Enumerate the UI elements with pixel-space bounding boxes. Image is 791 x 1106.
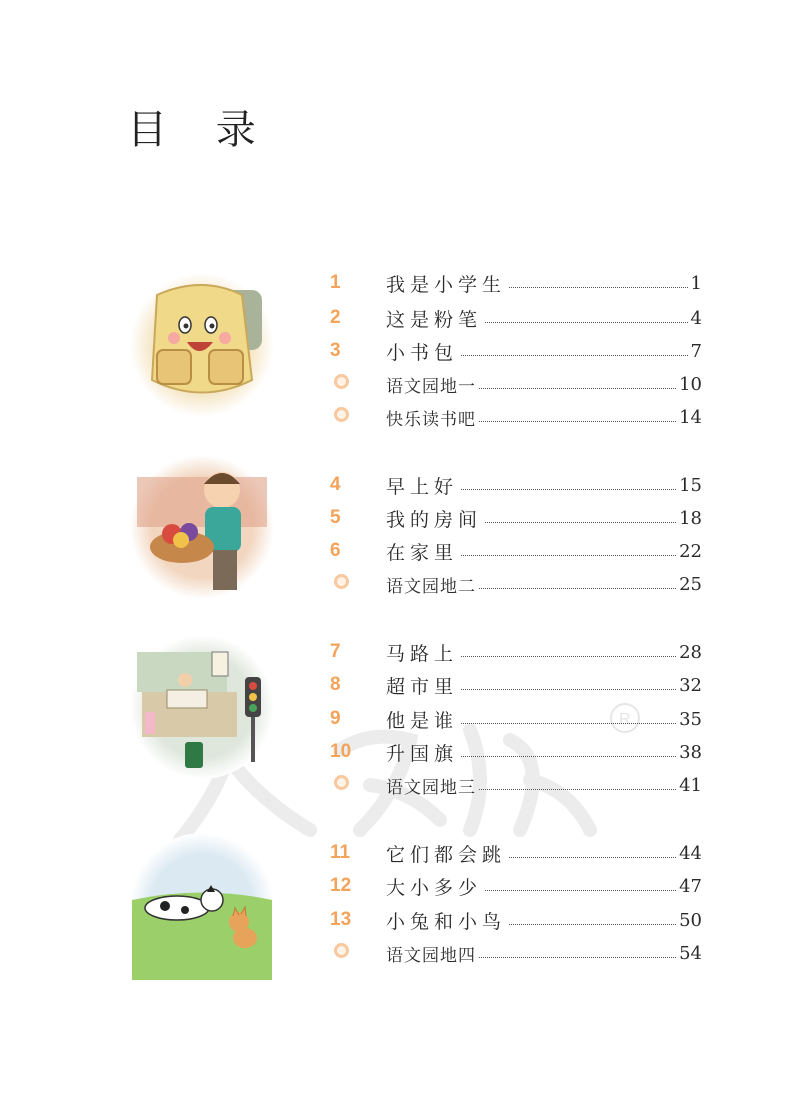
lesson-title: 马路上 — [386, 642, 459, 665]
page-number: 44 — [679, 842, 702, 864]
leader-dots — [461, 689, 676, 690]
backpack-character-icon — [127, 270, 277, 420]
lesson-row[interactable] — [330, 871, 702, 901]
bullet-circle-icon — [334, 374, 349, 389]
lesson-title: 语文园地一 — [386, 376, 476, 397]
lesson-number: 9 — [330, 708, 341, 729]
leader-dots — [509, 287, 688, 288]
lesson-row[interactable] — [330, 770, 702, 800]
lesson-title: 语文园地四 — [386, 945, 476, 966]
page-number: 38 — [679, 741, 702, 763]
page-number: 54 — [679, 942, 702, 964]
street-traffic-light-icon — [127, 632, 277, 782]
lesson-row[interactable] — [330, 369, 702, 399]
leader-dots — [479, 957, 676, 958]
lesson-title: 这是粉笔 — [386, 308, 483, 331]
lesson-number: 6 — [330, 540, 341, 561]
lesson-number: 10 — [330, 741, 352, 762]
page-number: 22 — [679, 540, 702, 562]
leader-dots — [461, 355, 688, 356]
lesson-row[interactable] — [330, 336, 702, 366]
page-number: 47 — [679, 875, 702, 897]
leader-dots — [461, 723, 676, 724]
lesson-title: 它们都会跳 — [386, 843, 507, 866]
lesson-title: 语文园地二 — [386, 576, 476, 597]
dog-and-cat-running-icon — [127, 830, 277, 980]
lesson-title: 在家里 — [386, 541, 459, 564]
leader-dots — [485, 522, 676, 523]
leader-dots — [461, 489, 676, 490]
bullet-circle-icon — [334, 574, 349, 589]
page-number: 28 — [679, 641, 702, 663]
lesson-row[interactable] — [330, 402, 702, 432]
lesson-number: 11 — [330, 842, 351, 863]
page-number: 50 — [679, 909, 702, 931]
leader-dots — [461, 555, 676, 556]
lesson-title: 我是小学生 — [386, 273, 507, 296]
lesson-title: 升国旗 — [386, 742, 459, 765]
lesson-row[interactable] — [330, 737, 702, 767]
lesson-title: 他是谁 — [386, 709, 459, 732]
lesson-number: 7 — [330, 641, 341, 662]
lesson-number: 5 — [330, 507, 341, 528]
page-number: 15 — [679, 474, 702, 496]
page-title: 目 录 — [127, 107, 274, 153]
lesson-title: 语文园地三 — [386, 777, 476, 798]
bullet-circle-icon — [334, 943, 349, 958]
page-number: 14 — [679, 406, 702, 428]
lesson-row[interactable] — [330, 303, 702, 333]
leader-dots — [479, 388, 676, 389]
leader-dots — [461, 656, 676, 657]
lesson-number: 4 — [330, 474, 341, 495]
page-number: 7 — [690, 340, 702, 362]
lesson-title: 小兔和小鸟 — [386, 910, 507, 933]
page-number: 35 — [679, 708, 702, 730]
leader-dots — [479, 789, 676, 790]
lesson-row[interactable] — [330, 905, 702, 935]
lesson-row[interactable] — [330, 268, 702, 298]
leader-dots — [509, 924, 676, 925]
lesson-number: 8 — [330, 674, 341, 695]
lesson-number: 12 — [330, 875, 352, 896]
lesson-number: 13 — [330, 909, 352, 930]
boy-with-fruit-basket-icon — [127, 452, 277, 602]
lesson-title: 超市里 — [386, 675, 459, 698]
lesson-number: 1 — [330, 272, 341, 293]
lesson-row[interactable] — [330, 838, 702, 868]
page-number: 25 — [679, 573, 702, 595]
leader-dots — [485, 890, 676, 891]
leader-dots — [479, 421, 676, 422]
lesson-title: 我的房间 — [386, 508, 483, 531]
lesson-row[interactable] — [330, 569, 702, 599]
lesson-row[interactable] — [330, 938, 702, 968]
lesson-row[interactable] — [330, 670, 702, 700]
page-number: 10 — [679, 373, 702, 395]
lesson-row[interactable] — [330, 503, 702, 533]
leader-dots — [509, 857, 676, 858]
page-number: 1 — [690, 272, 702, 294]
lesson-title: 快乐读书吧 — [386, 409, 476, 430]
leader-dots — [485, 322, 688, 323]
page-number: 18 — [679, 507, 702, 529]
page-number: 4 — [690, 307, 702, 329]
lesson-row[interactable] — [330, 704, 702, 734]
lesson-row[interactable] — [330, 637, 702, 667]
svg-text:R: R — [619, 711, 631, 728]
bullet-circle-icon — [334, 775, 349, 790]
lesson-row[interactable] — [330, 536, 702, 566]
lesson-number: 3 — [330, 340, 341, 361]
lesson-title: 小书包 — [386, 341, 459, 364]
lesson-row[interactable] — [330, 470, 702, 500]
page-number: 32 — [679, 674, 702, 696]
bullet-circle-icon — [334, 407, 349, 422]
leader-dots — [479, 588, 676, 589]
lesson-title: 大小多少 — [386, 876, 483, 899]
lesson-title: 早上好 — [386, 475, 459, 498]
lesson-number: 2 — [330, 307, 341, 328]
page-number: 41 — [679, 774, 702, 796]
leader-dots — [461, 756, 676, 757]
